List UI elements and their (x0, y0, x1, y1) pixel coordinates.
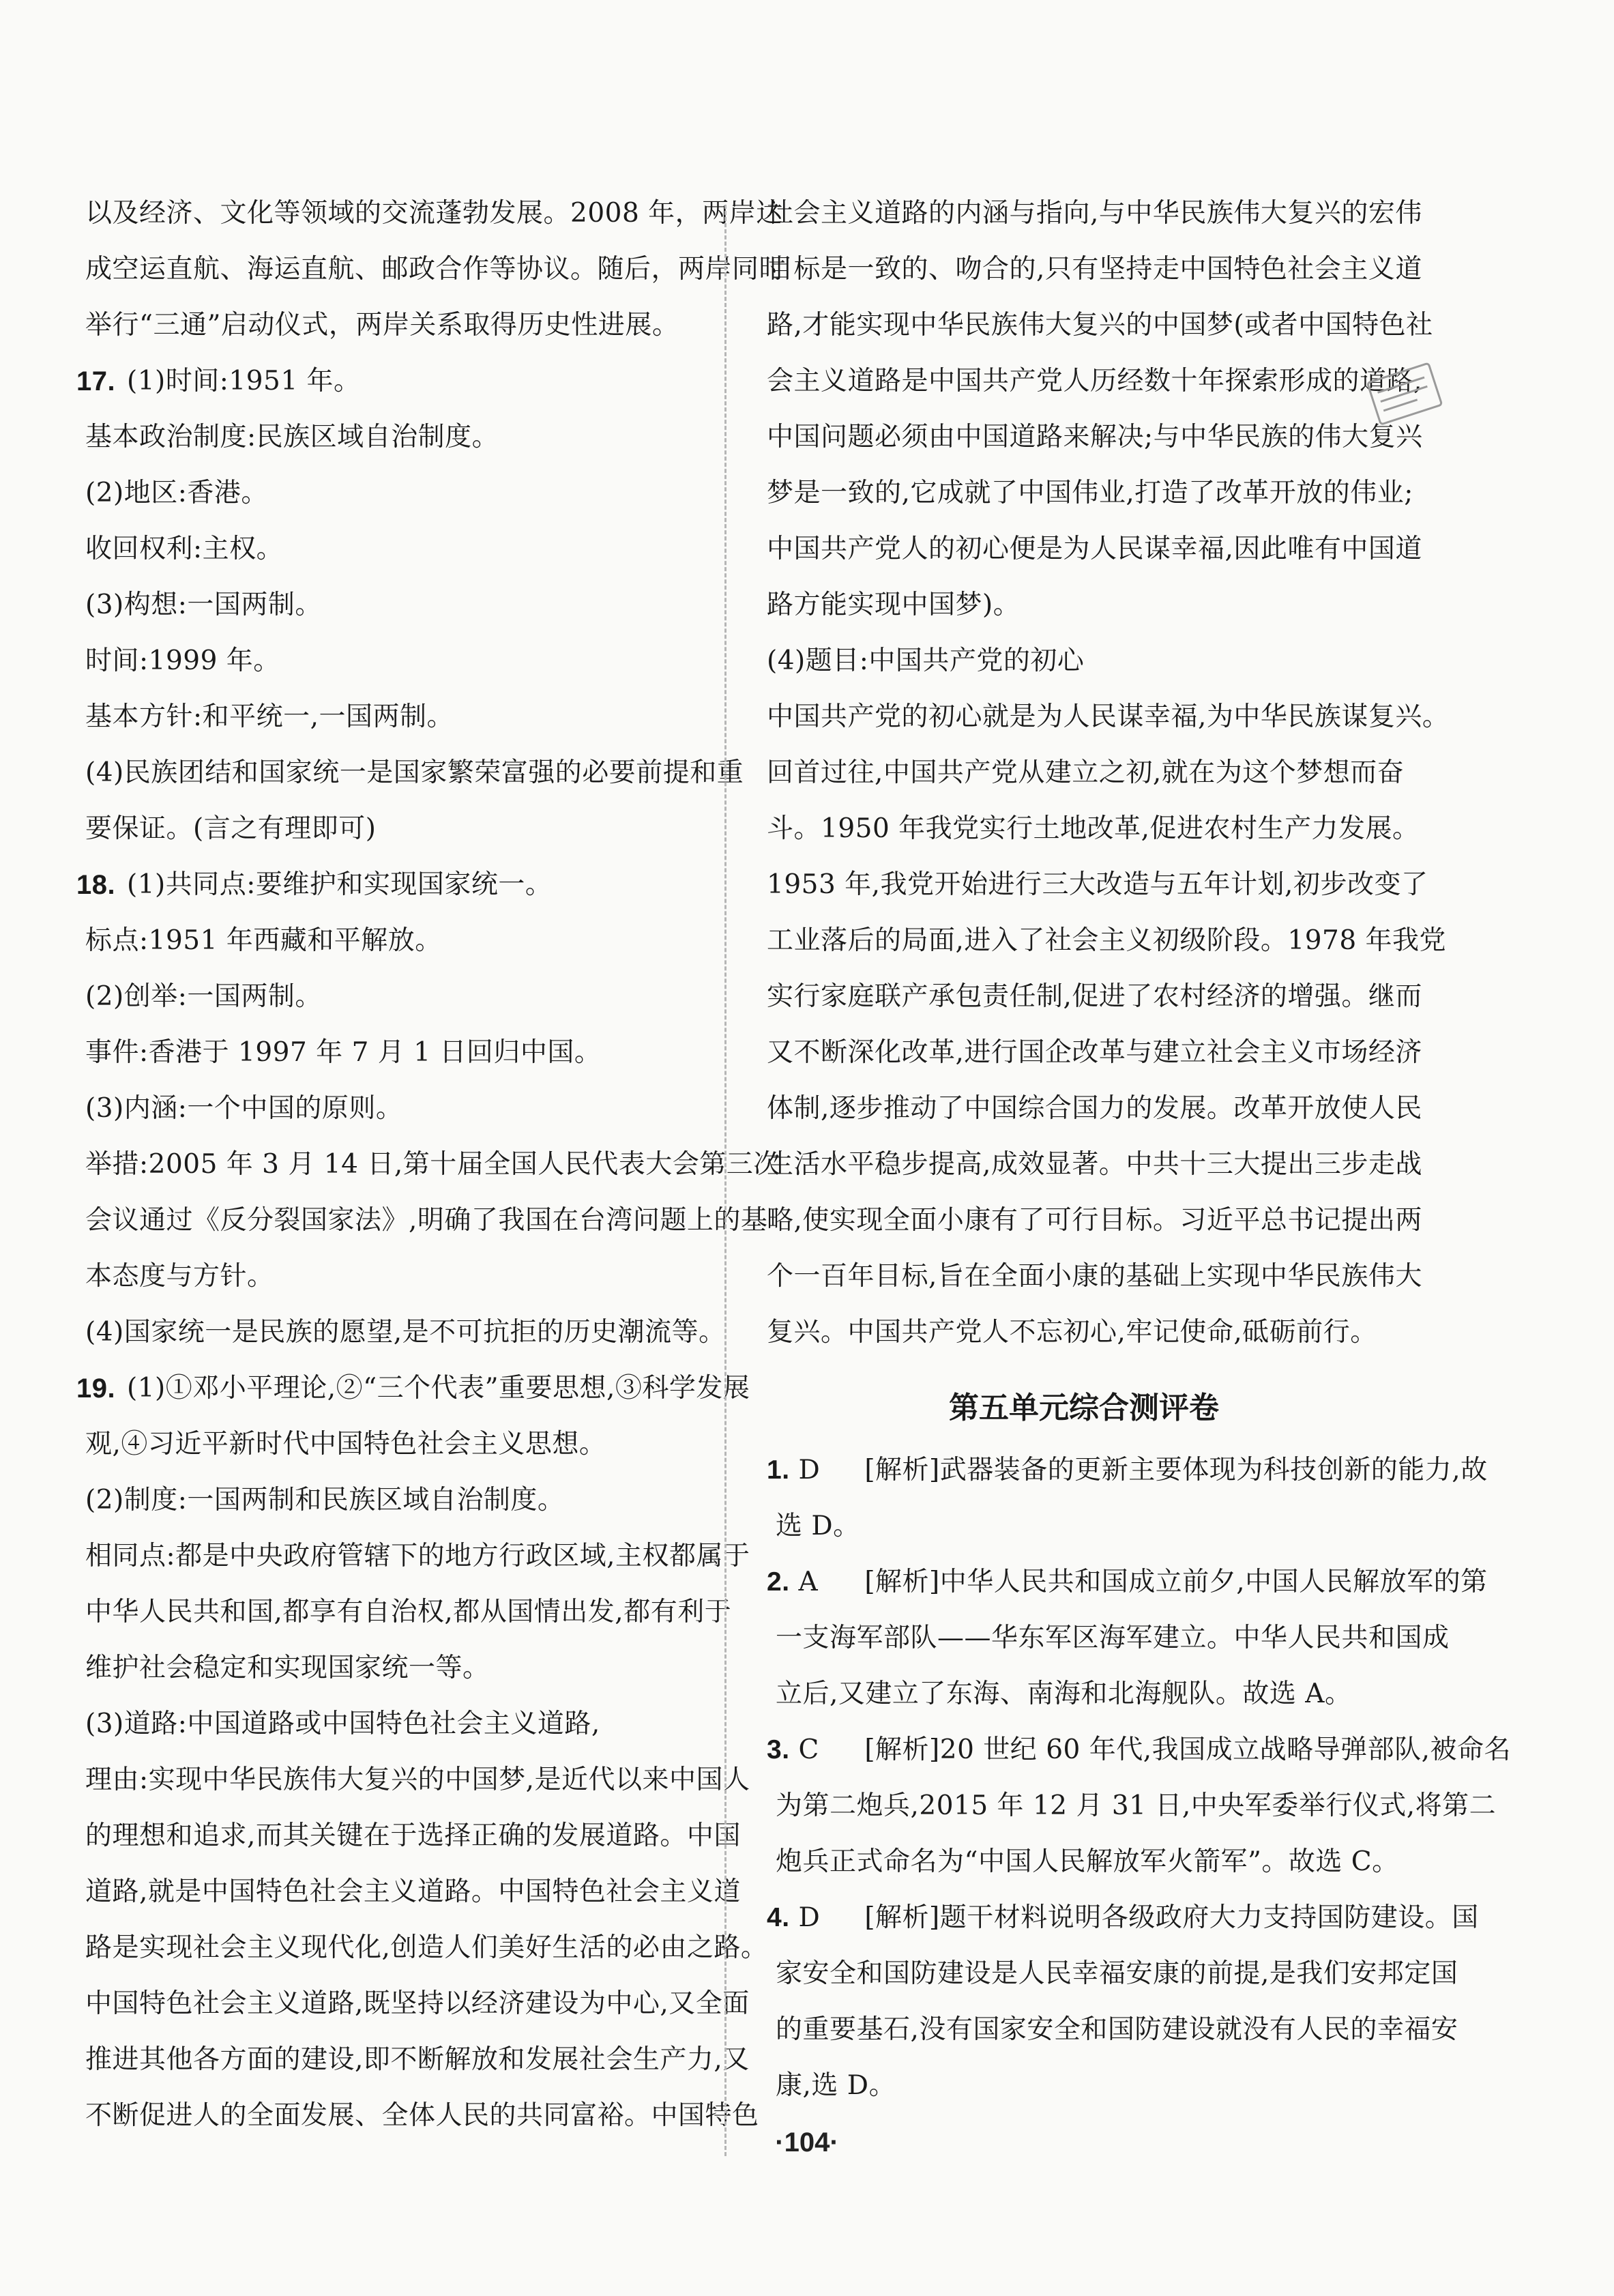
text-line: 康,选 D。 (776, 2070, 896, 2101)
text-line: (1)共同点:要维护和实现国家统一。 (127, 869, 553, 900)
text-line: 略,使实现全面小康有了可行目标。习近平总书记提出两 (767, 1205, 1422, 1236)
text-line: 道路,就是中国特色社会主义道路。中国特色社会主义道 (85, 1876, 741, 1907)
text-line: 社会主义道路的内涵与指向,与中华民族伟大复兴的宏伟 (767, 198, 1422, 229)
text-line: 的理想和追求,而其关键在于选择正确的发展道路。中国 (85, 1820, 741, 1851)
question-number: 4. (767, 1903, 790, 1932)
explanation-text: [解析]题干材料说明各级政府大力支持国防建设。国 (864, 1902, 1479, 1933)
page-number: ·104· (775, 2127, 839, 2157)
text-line: 时间:1999 年。 (85, 645, 280, 676)
text-line: 会主义道路是中国共产党人历经数十年探索形成的道路, (767, 366, 1422, 396)
question-number: 2. (767, 1567, 790, 1597)
text-line: 路方能实现中国梦)。 (767, 590, 1021, 620)
question-18 (76, 857, 711, 913)
question-number: 18. (76, 870, 116, 900)
text-line: 炮兵正式命名为“中国人民解放军火箭军”。故选 C。 (776, 1846, 1399, 1877)
text-line: 梦是一致的,它成就了中国伟业,打造了改革开放的伟业; (767, 478, 1413, 508)
text-line: 斗。1950 年我党实行土地改革,促进农村生产力发展。 (767, 813, 1420, 844)
text-line: 理由:实现中华民族伟大复兴的中国梦,是近代以来中国人 (85, 1764, 750, 1795)
answer-body (127, 353, 361, 409)
text-line: (2)制度:一国两制和民族区域自治制度。 (85, 1485, 565, 1515)
text-line: 的重要基石,没有国家安全和国防建设就没有人民的幸福安 (776, 2014, 1458, 2045)
text-line: 中国特色社会主义道路,既坚持以经济建设为中心,又全面 (85, 1988, 750, 2019)
text-line: 举行“三通”启动仪式，两岸关系取得历史性进展。 (85, 310, 679, 340)
answer-body (127, 1361, 750, 1416)
left-column (76, 186, 787, 2144)
text-line: 观,④习近平新时代中国特色社会主义思想。 (85, 1429, 606, 1459)
text-line (767, 1554, 1488, 1610)
text-line: 复兴。中国共产党人不忘初心,牢记使命,砥砺前行。 (767, 1317, 1377, 1348)
text-line: (1)①邓小平理论,②“三个代表”重要思想,③科学发展 (127, 1373, 750, 1404)
text-line: 家安全和国防建设是人民幸福安康的前提,是我们安邦定国 (776, 1958, 1458, 1989)
text-line: 立后,又建立了东海、南海和北海舰队。故选 A。 (776, 1679, 1352, 1709)
question-number: 1. (767, 1455, 790, 1485)
text-line: 举措:2005 年 3 月 14 日,第十届全国人民代表大会第三次 (85, 1149, 780, 1180)
text-line: (4)题目:中国共产党的初心 (767, 645, 1085, 676)
text-line: 中国问题必须由中国道路来解决;与中华民族的伟大复兴 (767, 422, 1423, 452)
text-line (767, 1722, 1512, 1778)
text-line: 体制,逐步推动了中国综合国力的发展。改革开放使人民 (767, 1093, 1422, 1124)
text-line: (2)创举:一国两制。 (85, 981, 322, 1012)
answer-2 (767, 1554, 1488, 1722)
text-line: (1)时间:1951 年。 (127, 366, 361, 396)
question-number: 3. (767, 1735, 790, 1764)
text-line: 选 D。 (776, 1511, 860, 1541)
text-line: (3)道路:中国道路或中国特色社会主义道路, (85, 1709, 600, 1739)
section-title: 第五单元综合测评卷 (949, 1391, 1219, 1425)
text-line: 一支海军部队——华东军区海军建立。中华人民共和国成 (776, 1623, 1450, 1653)
text-line: 本态度与方针。 (85, 1261, 274, 1292)
text-line: (4)国家统一是民族的愿望,是不可抗拒的历史潮流等。 (85, 1317, 726, 1348)
text-line: 基本政治制度:民族区域自治制度。 (85, 422, 499, 452)
answer-4 (767, 1890, 1479, 2114)
text-line: 工业落后的局面,进入了社会主义初级阶段。1978 年我党 (767, 925, 1447, 956)
text-line: 以及经济、文化等领域的交流蓬勃发展。2008 年，两岸达 (85, 198, 783, 229)
text-line: (3)内涵:一个中国的原则。 (85, 1093, 403, 1124)
text-line: 路,才能实现中华民族伟大复兴的中国梦(或者中国特色社 (767, 310, 1433, 340)
answer-1 (767, 1442, 1488, 1554)
text-line: 会议通过《反分裂国家法》,明确了我国在台湾问题上的基 (85, 1205, 768, 1236)
text-line: 成空运直航、海运直航、邮政合作等协议。随后，两岸同时 (85, 254, 787, 285)
text-line: 收回权利:主权。 (85, 534, 284, 564)
text-line: 目标是一致的、吻合的,只有坚持走中国特色社会主义道 (767, 254, 1422, 285)
answer-3 (767, 1722, 1512, 1890)
watermark-stamp-icon (1361, 351, 1450, 440)
answer-letter: A (798, 1567, 819, 1597)
text-line (767, 1442, 1488, 1498)
text-line: 路是实现社会主义现代化,创造人们美好生活的必由之路。 (85, 1932, 768, 1963)
text-line: 1953 年,我党开始进行三大改造与五年计划,初步改变了 (767, 869, 1428, 900)
question-number: 19. (76, 1374, 116, 1404)
answer-letter: D (798, 1902, 821, 1933)
text-line: 中华人民共和国,都享有自治权,都从国情出发,都有利于 (85, 1597, 732, 1627)
text-line: 个一百年目标,旨在全面小康的基础上实现中华民族伟大 (767, 1261, 1422, 1292)
text-line: 生活水平稳步提高,成效显著。中共十三大提出三步走战 (767, 1149, 1422, 1180)
answer-letter: D (798, 1455, 821, 1485)
explanation-text: [解析]中华人民共和国成立前夕,中国人民解放军的第 (864, 1567, 1488, 1597)
text-line: 中国共产党人的初心便是为人民谋幸福,因此唯有中国道 (767, 534, 1422, 564)
explanation-text: [解析]20 世纪 60 年代,我国成立战略导弹部队,被命名 (864, 1734, 1512, 1765)
answer-letter: C (798, 1734, 819, 1765)
question-19 (76, 1361, 750, 1416)
text-line: 基本方针:和平统一,一国两制。 (85, 701, 454, 732)
text-line: 要保证。(言之有理即可) (85, 813, 377, 844)
answer-body (127, 857, 552, 913)
text-line: 为第二炮兵,2015 年 12 月 31 日,中央军委举行仪式,将第二 (776, 1790, 1497, 1821)
question-17 (76, 353, 711, 409)
text-line: 标点:1951 年西藏和平解放。 (85, 925, 442, 956)
text-line: 维护社会稳定和实现国家统一等。 (85, 1653, 490, 1683)
text-line: (2)地区:香港。 (85, 478, 268, 508)
question-number: 17. (76, 366, 116, 396)
explanation-text: [解析]武器装备的更新主要体现为科技创新的能力,故 (864, 1455, 1488, 1485)
right-column (767, 186, 1512, 2114)
text-line: (3)构想:一国两制。 (85, 590, 322, 620)
text-line: 事件:香港于 1997 年 7 月 1 日回归中国。 (85, 1037, 602, 1068)
text-line: (4)民族团结和国家统一是国家繁荣富强的必要前提和重 (85, 757, 744, 788)
text-line: 推进其他各方面的建设,即不断解放和发展社会生产力,又 (85, 2044, 750, 2075)
text-line: 回首过往,中国共产党从建立之初,就在为这个梦想而奋 (767, 757, 1405, 788)
text-line: 实行家庭联产承包责任制,促进了农村经济的增强。继而 (767, 981, 1422, 1012)
text-line: 不断促进人的全面发展、全体人民的共同富裕。中国特色 (85, 2100, 759, 2131)
text-line: 相同点:都是中央政府管辖下的地方行政区域,主权都属于 (85, 1541, 750, 1571)
text-line (767, 1890, 1479, 1946)
text-line: 中国共产党的初心就是为人民谋幸福,为中华民族谋复兴。 (767, 701, 1450, 732)
text-line: 又不断深化改革,进行国企改革与建立社会主义市场经济 (767, 1037, 1422, 1068)
column-divider (724, 205, 727, 2156)
